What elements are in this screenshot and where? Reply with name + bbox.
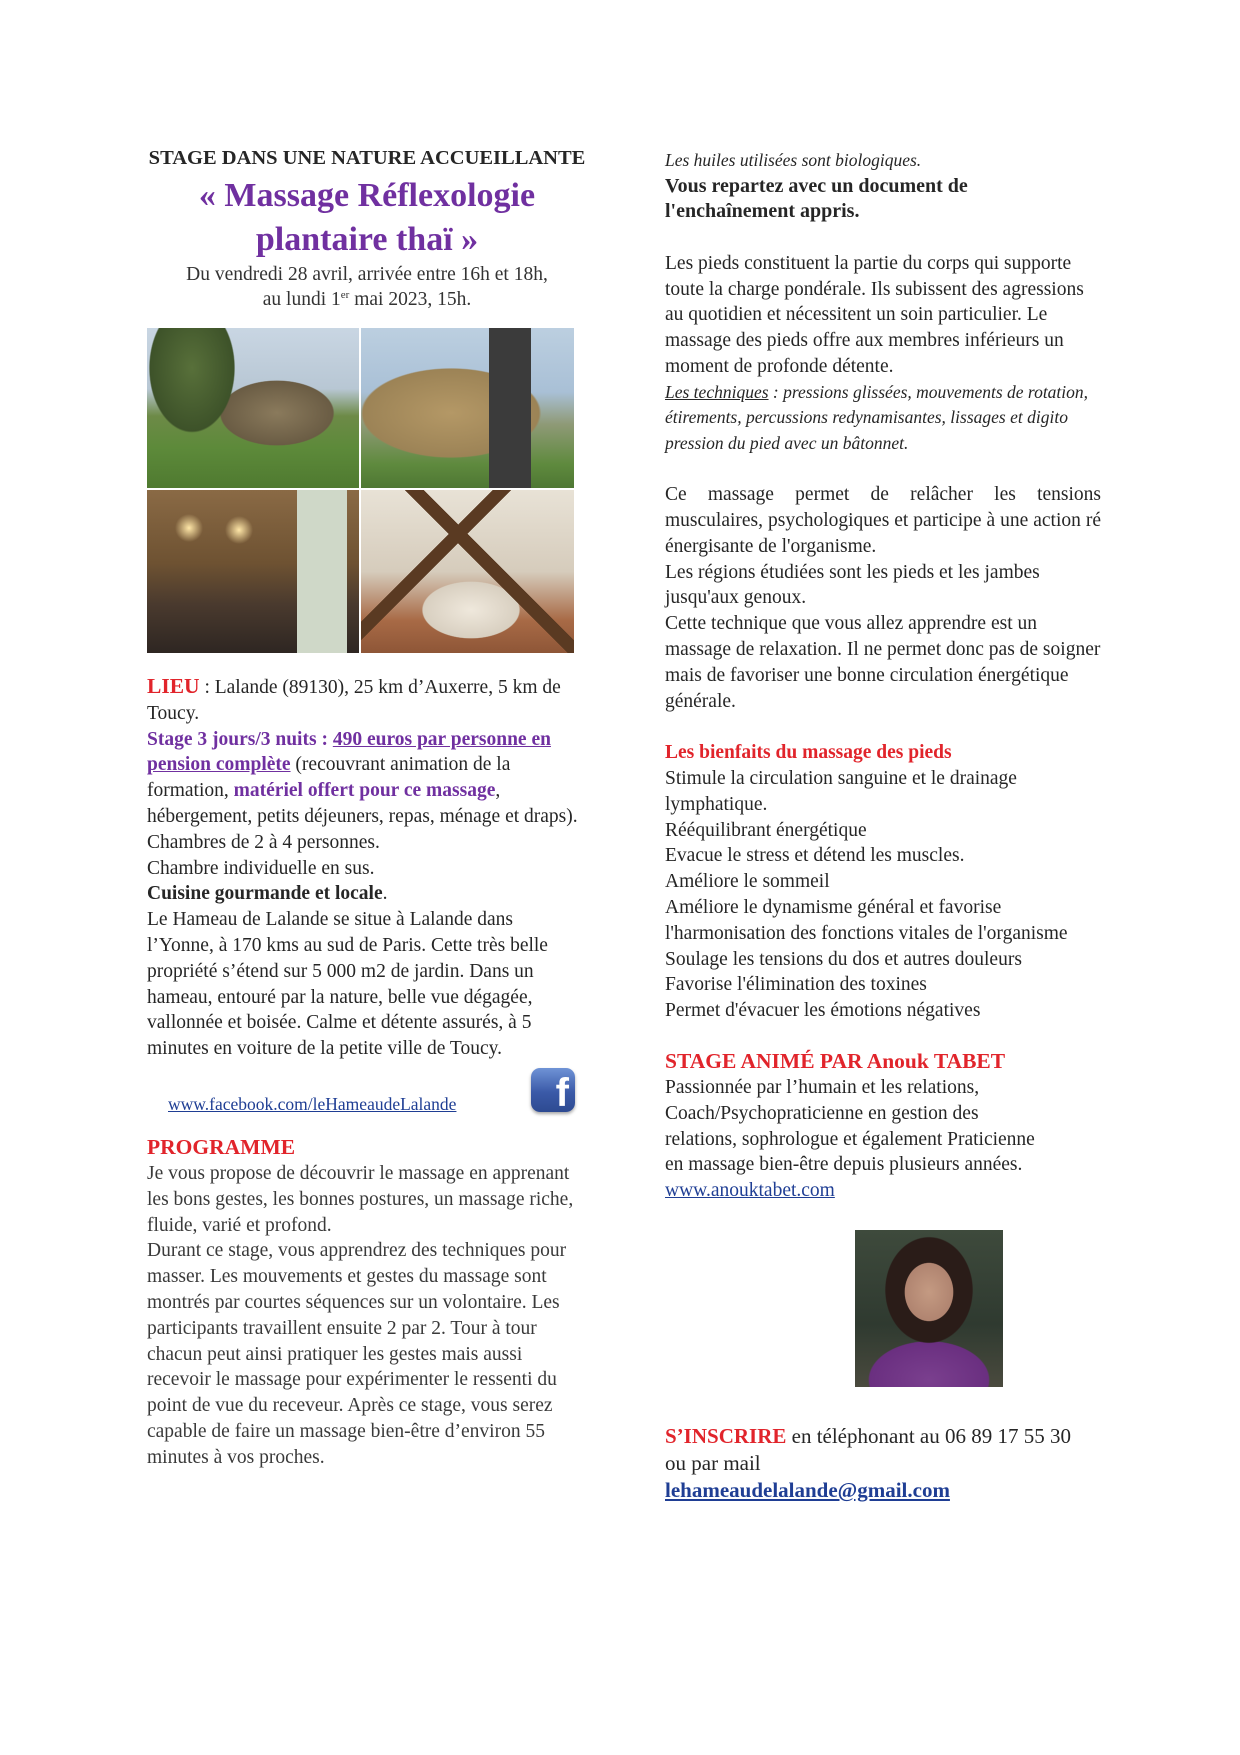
anime-text: Passionnée par l’humain et les relations, Coach/Psychopraticienne en gestion des relations, sophrologue et également Praticienne en massage bien-être depuis plusieurs années. [665,1076,1035,1176]
photo-grid [147,328,574,654]
page-title [147,174,587,262]
cuisine-dot: . [382,883,388,905]
list-item: Améliore le dynamisme général et favorise l'harmonisation des fonctions vitales de l'organisme [665,896,1068,944]
photo-garden [147,328,359,488]
list-item: Permet d'évacuer les émotions négatives [665,1000,981,1022]
stage-material: matériel offert pour ce massage [233,780,496,802]
pieds-text: Les pieds constituent la partie du corps qui supporte toute la charge pondérale. Ils subissent des agressions au quotidien et nécessitent un soin particulier. Le massage des pieds offre aux membres inférieurs un moment de profonde détente. [665,252,1084,378]
left-column [147,146,587,1471]
inscrire-text: en téléphonant au 06 89 17 55 30 ou par mail [665,1423,1071,1475]
technique-relax-text: Cette technique que vous allez apprendre est un massage de relaxation. Il ne permet donc pas de soigner mais de favoriser une bonne circulation énergétique générale. [665,613,1101,712]
stage-sep: : [316,728,333,750]
techniques-text: : pressions glissées, mouvements de rotation, étirements, percussions redynamisantes, lissages et digito pression du pied avec un bâtonnet. [665,381,1089,453]
photo-living-room [147,490,359,653]
title-line-1: « Massage Réflexologie [198,177,536,214]
lieu-text: : Lalande (89130), 25 km d’Auxerre, 5 km de Toucy. [147,677,561,724]
list-item: Améliore le sommeil [665,871,830,893]
facebook-icon[interactable]: f [531,1068,575,1112]
stage-paren-a: (recouvrant animation de la formation, [147,754,511,802]
kicker-heading: STAGE DANS UNE NATURE ACCUEILLANTE [148,147,586,169]
bienfaits-list [665,766,1101,1024]
document-text: Vous repartez avec un document de l'enchaînement appris. [665,174,968,223]
anime-paragraph [665,1075,1050,1204]
inscrire-paragraph [665,1423,1085,1504]
lieu-paragraph [147,674,587,727]
cuisine-text: Cuisine gourmande et locale [147,883,383,905]
title-line-2: plantaire thaï » [255,221,479,258]
programme-text-2: Durant ce stage, vous apprendrez des techniques pour masser. Les mouvements et gestes du massage sont montrés par courtes séquences sur un volontaire. Les participants travaillent ensuite 2 par 2. Tour à tour chacun peut ainsi pratiquer les gestes mais aussi recevoir le massage pour expérimenter le ressenti du point de vue du receveur. Après ce stage, vous serez capable de faire un massage bien-être d’environ 55 minutes à vos proches. [147,1240,567,1468]
photo-bedroom [361,490,574,653]
inscrire-label: S’INSCRIRE [665,1423,787,1448]
regions-text: Les régions étudiées sont les pieds et les jambes jusqu'aux genoux. [665,561,1040,609]
chambre-text: Chambre individuelle en sus. [147,857,375,879]
dates-sup: er [340,289,350,301]
photo-house [361,328,574,488]
list-item: Stimule la circulation sanguine et le drainage lymphatique. [665,767,1017,815]
stage-paren-b: , hébergement, petits déjeuners, repas, ménage et draps). Chambres de 2 à 4 personnes. [147,780,578,853]
bienfaits-heading: Les bienfaits du massage des pieds [665,742,952,764]
programme-text: Je vous propose de découvrir le massage en apprenant les bons gestes, les bonnes postures, un massage riche, fluide, varié et profond. [147,1162,574,1236]
techniques-label: Les techniques [665,381,769,402]
techniques-paragraph [665,380,1101,457]
list-item: Favorise l'élimination des toxines [665,974,927,996]
list-item: Rééquilibrant énergétique [665,819,867,841]
dates-line-2a: au lundi 1 [262,289,341,310]
stage-paragraph [147,727,587,856]
stage-price: 490 euros par personne en pension complète [147,728,551,776]
anouktabet-link[interactable]: www.anouktabet.com [665,1180,835,1202]
portrait-photo [855,1230,1003,1387]
facebook-link[interactable]: www.facebook.com/leHameaudeLalande [168,1093,457,1114]
huiles-text: Les huiles utilisées sont biologiques. [665,150,922,170]
facebook-row [147,1068,587,1124]
list-item: Soulage les tensions du dos et autres douleurs [665,948,1022,970]
list-item: Evacue le stress et détend les muscles. [665,845,965,867]
email-link[interactable]: lehameaudelalande@gmail.com [665,1477,950,1502]
stage-label: Stage 3 jours/3 nuits [147,728,317,750]
anime-heading: STAGE ANIMÉ PAR Anouk TABET [665,1048,1006,1073]
hameau-text: Le Hameau de Lalande se situe à Lalande dans l’Yonne, à 170 kms au sud de Paris. Cette très belle propriété s’étend sur 5 000 m2 de jardin. Dans un hameau, entouré par la nature, belle vue dégagée, vallonnée et boisée. Calme et détente assurés, à 5 minutes en voiture de la petite ville de Toucy. [147,909,548,1060]
right-column [665,146,1101,1504]
cuisine-paragraph [147,881,587,907]
programme-heading: PROGRAMME [147,1134,296,1159]
lieu-label: LIEU [147,674,200,698]
relacher-text: Ce massage permet de relâcher les tensions musculaires, psychologiques et participe à une action ré énergisante de l'organisme. [665,484,1101,557]
dates-line-1: Du vendredi 28 avril, arrivée entre 16h et 18h, [186,264,548,285]
dates [147,262,587,312]
dates-line-2b: mai 2023, 15h. [349,289,472,310]
